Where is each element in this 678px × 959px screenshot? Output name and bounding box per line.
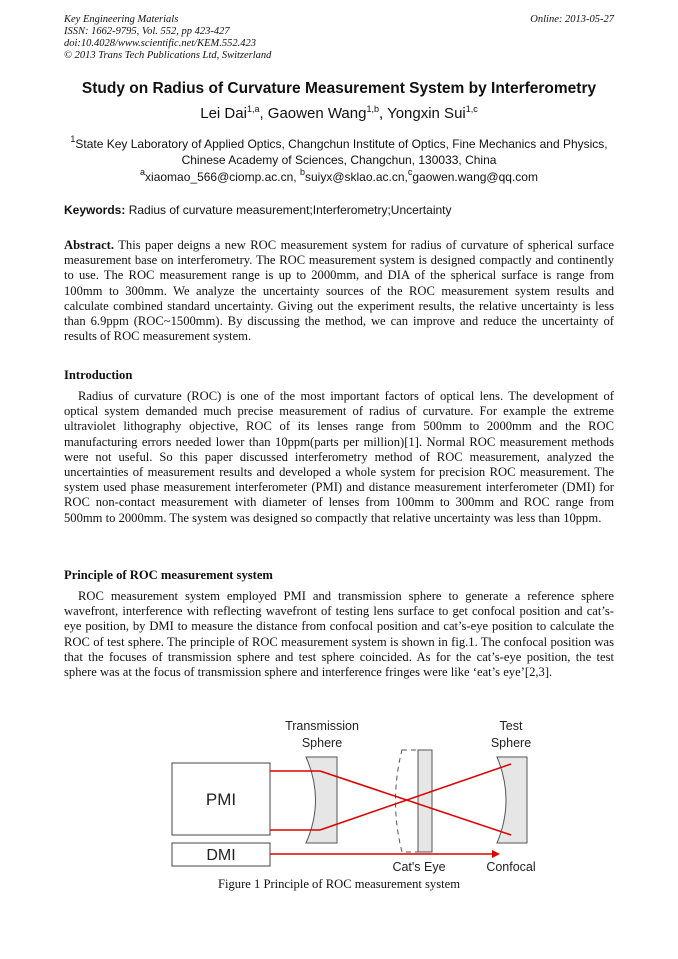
abstract-text: This paper deigns a new ROC measurement system for radius of curvature of spherical surface measurement base on interferometry. The ROC measurement system is designed compactly and continently to use. The ROC measurement range is up to 2000mm, and DIA of the spherical surface is range from 100mm to 300mm. We analyze the uncertainty sources of the ROC measurement system results and calculate combined standard uncertainty. Giving out the experiment results, the relative uncertainty is less than 6.9ppm (ROC~1500mm). By discussing the method, we can improve and reduce the uncertainty of results of ROC measurement system. — [64, 238, 614, 344]
label-transmission-sphere: Sphere — [301, 736, 343, 750]
test-sphere-lens — [497, 757, 527, 843]
label-catseye: Cat's Eye — [392, 860, 446, 874]
dmi-beam-arrowhead — [492, 850, 500, 858]
email-link[interactable]: gaowen.wang@qq.com — [412, 170, 538, 184]
figure-caption: Figure 1 Principle of ROC measurement system — [217, 877, 461, 891]
section-heading-principle: Principle of ROC measurement system — [64, 568, 273, 582]
beam-line — [320, 764, 511, 830]
journal-name: Key Engineering Materials — [64, 14, 179, 25]
author-sup: 1,a — [246, 104, 260, 114]
introduction-paragraph: Radius of curvature (ROC) is one of the most important factors of optical lens. The development of optical system demanded much precise measurement of radius of curvature. For example the extreme ultraviolet lithography objective, ROC of its lenses range from 500mm to 2000mm and the ROC manufacturing errors needed lower than 10ppm(parts per million)[1]. Normal ROC measurement methods were not useful. So this paper discussed interferometry method of ROC measurement, analyzed the uncertainties of measurement results and developed a whole system for precision ROC measurement. The system used phase measurement interferometer (PMI) and distance measurement interferometer (DMI) for ROC non-contact measurement with diameter of lenses from 100mm to 300mm and ROC range from 500mm to 2000mm. The system was designed so compactly that relative uncertainty was less than 10ppm. — [64, 389, 614, 525]
keywords-label: Keywords: — [64, 203, 126, 217]
author-list: Lei Dai$^{1,a}$, Gaowen Wang$^{1,b}$, Yongxin Sui$^{1,c}$ — [200, 104, 478, 122]
figure-1-diagram — [0, 710, 678, 878]
abstract-paragraph — [64, 238, 614, 344]
journal-header — [64, 14, 271, 62]
author-name: Yongxin Sui — [387, 105, 466, 122]
catseye-lens-body — [418, 750, 432, 852]
affiliation-sup: 1 — [70, 134, 76, 144]
label-transmission: Transmission — [285, 719, 359, 733]
section-heading-introduction: Introduction — [64, 368, 133, 382]
label-test-sphere: Sphere — [490, 736, 532, 750]
author-name: Gaowen Wang — [267, 105, 367, 122]
doi-line: doi:10.4028/www.scientific.net/KEM.552.423 — [64, 38, 256, 49]
dmi-label: DMI — [206, 847, 236, 864]
email-list — [40, 167, 638, 184]
issn-line: ISSN: 1662-9795, Vol. 552, pp 423-427 — [64, 26, 230, 37]
author-sup: 1,b — [366, 104, 379, 114]
author-name: Lei Dai — [200, 105, 247, 122]
keywords-text: Radius of curvature measurement;Interferometry;Uncertainty — [125, 203, 452, 217]
online-date: Online: 2013-05-27 — [530, 14, 614, 25]
label-test: Test — [499, 719, 523, 733]
email-sup: c — [407, 167, 413, 177]
email-sup: b — [299, 167, 305, 177]
pmi-label: PMI — [205, 790, 237, 809]
laser-beams — [270, 764, 511, 858]
email-link[interactable]: suiyx@sklao.ac.cn, — [304, 170, 408, 184]
affiliation-text: State Key Laboratory of Applied Optics, Changchun Institute of Optics, Fine Mechanics and Physics, Chinese Academy of Sciences, Changchun, 130033, China — [75, 137, 608, 167]
beam-line — [320, 771, 511, 835]
email-link[interactable]: xiaomao_566@ciomp.ac.cn, — [145, 170, 300, 184]
paper-title: Study on Radius of Curvature Measurement System by Interferometry — [81, 80, 597, 97]
keywords — [64, 203, 452, 217]
email-sup: a — [140, 167, 146, 177]
principle-paragraph: ROC measurement system employed PMI and transmission sphere to generate a reference sphere wavefront, interference with reflecting wavefront of testing lens surface to get confocal position and cat’s-eye position, by DMI to measure the distance from confocal position and cat’s-eye position to calculate the ROC of test sphere. The principle of ROC measurement system is shown in fig.1. The confocal position was that the focuses of transmission sphere and test sphere coincided. As for the cat’s-eye position, the test sphere was at the focus of transmission sphere and interference fringes were like ‘eat’s eye’[2,3]. — [64, 589, 614, 680]
abstract-label: Abstract. — [64, 238, 115, 252]
affiliation — [70, 131, 608, 168]
author-sup: 1,c — [465, 104, 478, 114]
copyright-line: © 2013 Trans Tech Publications Ltd, Switzerland — [64, 50, 272, 61]
label-confocal: Confocal — [486, 860, 536, 874]
